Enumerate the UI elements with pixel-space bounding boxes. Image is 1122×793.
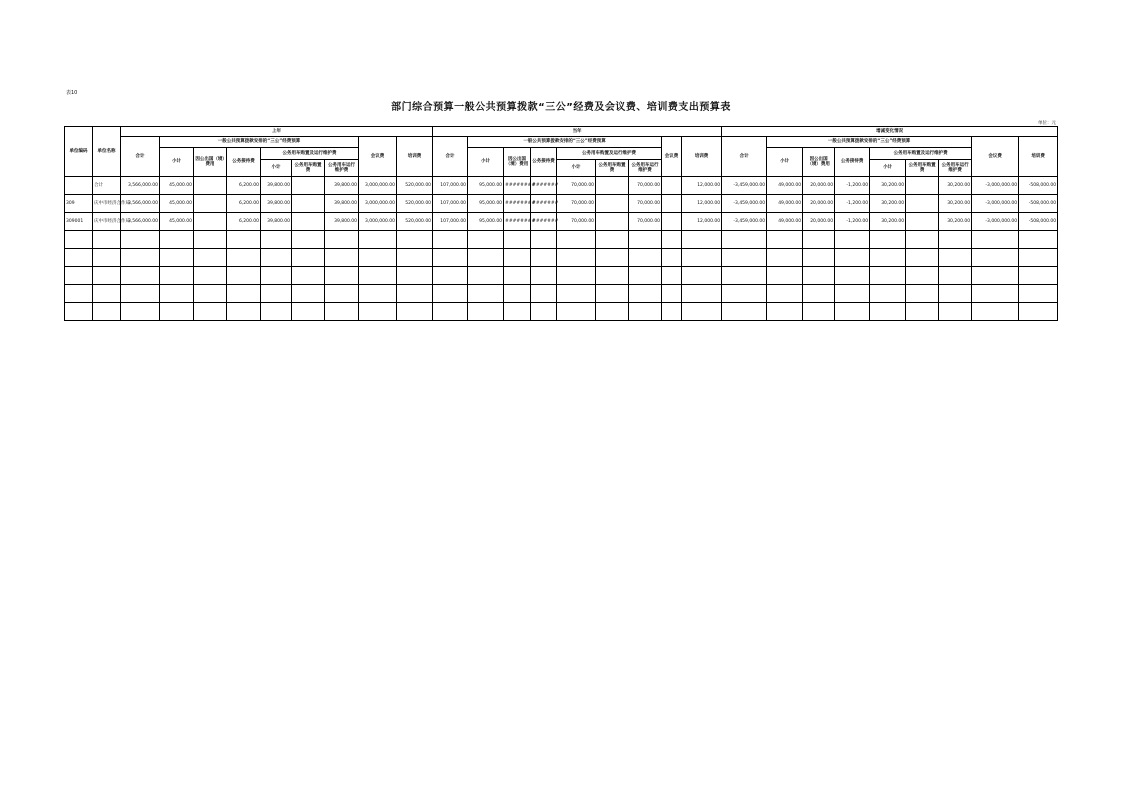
header-car-purchase: 公务用车购置费 (906, 160, 939, 177)
value-cell: 30,200.00 (870, 213, 906, 231)
empty-cell (93, 267, 121, 285)
table-body (65, 177, 1058, 321)
value-cell: 20,000.00 (803, 213, 835, 231)
header-unit-name: 单位名称 (93, 127, 121, 177)
empty-cell (433, 267, 468, 285)
value-cell: 30,200.00 (939, 195, 972, 213)
empty-cell (121, 285, 160, 303)
header-car-subtotal: 小计 (870, 160, 906, 177)
header-meeting: 会议费 (662, 137, 682, 177)
table-row (65, 177, 1058, 195)
empty-cell (194, 267, 227, 285)
header-reception: 公务接待费 (835, 148, 870, 177)
value-cell: 6,200.00 (227, 195, 261, 213)
empty-cell (596, 267, 629, 285)
value-cell: 107,000.00 (433, 195, 468, 213)
empty-cell (972, 285, 1019, 303)
empty-cell (121, 267, 160, 285)
header-subtotal: 小计 (160, 148, 194, 177)
empty-cell (835, 249, 870, 267)
header-abroad: 因公出国（境）费用 (803, 148, 835, 177)
empty-cell (629, 285, 662, 303)
empty-cell (939, 285, 972, 303)
empty-cell (682, 267, 722, 285)
value-cell: 39,800.00 (325, 213, 359, 231)
empty-cell (835, 267, 870, 285)
empty-cell (939, 231, 972, 249)
empty-cell (870, 249, 906, 267)
empty-cell (504, 231, 531, 249)
empty-cell (160, 231, 194, 249)
value-cell: 70,000.00 (629, 177, 662, 195)
empty-cell (972, 231, 1019, 249)
value-cell: 3,566,000.00 (121, 213, 160, 231)
empty-cell (722, 249, 767, 267)
empty-cell (397, 303, 433, 321)
empty-cell (227, 231, 261, 249)
empty-cell (906, 231, 939, 249)
empty-cell (629, 303, 662, 321)
empty-cell (870, 285, 906, 303)
unit-code-cell (65, 177, 93, 195)
value-cell (292, 177, 325, 195)
header-training: 培训费 (682, 137, 722, 177)
table-number: 表10 (66, 90, 78, 96)
value-cell (194, 213, 227, 231)
header-car-operation: 公务用车运行维护费 (629, 160, 662, 177)
value-cell (596, 213, 629, 231)
header-car-group: 公务用车购置及运行维护费 (557, 148, 662, 160)
empty-cell (906, 285, 939, 303)
empty-cell (397, 267, 433, 285)
header-car-purchase: 公务用车购置费 (292, 160, 325, 177)
value-cell: 45,000.00 (160, 213, 194, 231)
empty-cell (722, 303, 767, 321)
empty-cell (359, 267, 397, 285)
empty-cell (65, 249, 93, 267)
empty-cell (261, 303, 292, 321)
empty-cell (433, 249, 468, 267)
empty-cell (939, 303, 972, 321)
empty-row (65, 285, 1058, 303)
empty-cell (397, 285, 433, 303)
empty-cell (531, 231, 557, 249)
header-car-group: 公务用车购置及运行维护费 (870, 148, 972, 160)
value-cell: 12,000.00 (682, 177, 722, 195)
empty-cell (468, 267, 504, 285)
header-meeting: 会议费 (972, 137, 1019, 177)
value-cell: -1,200.00 (835, 177, 870, 195)
empty-cell (629, 231, 662, 249)
empty-cell (359, 249, 397, 267)
empty-cell (292, 249, 325, 267)
value-cell: 39,800.00 (325, 177, 359, 195)
empty-cell (160, 249, 194, 267)
value-cell (662, 213, 682, 231)
empty-cell (767, 249, 803, 267)
value-cell: -3,459,000.00 (722, 195, 767, 213)
empty-cell (121, 231, 160, 249)
empty-cell (194, 249, 227, 267)
value-cell: -3,000,000.00 (972, 213, 1019, 231)
value-cell (596, 195, 629, 213)
value-cell (194, 177, 227, 195)
value-cell: 6,200.00 (227, 177, 261, 195)
header-sangong-group: 一般公共预算拨款安排的“三公”经费预算 (160, 137, 359, 148)
empty-row (65, 249, 1058, 267)
header-abroad: 因公出国（境）费用 (504, 148, 531, 177)
empty-cell (767, 303, 803, 321)
value-cell: -3,459,000.00 (722, 213, 767, 231)
value-cell: ######## (504, 195, 531, 213)
header-training: 培训费 (397, 137, 433, 177)
header-unit-code: 单位编码 (65, 127, 93, 177)
empty-cell (359, 303, 397, 321)
empty-cell (292, 231, 325, 249)
empty-cell (227, 285, 261, 303)
value-cell: -508,000.00 (1019, 177, 1058, 195)
empty-cell (972, 303, 1019, 321)
empty-cell (722, 267, 767, 285)
empty-cell (870, 303, 906, 321)
value-cell: -1,200.00 (835, 213, 870, 231)
empty-cell (722, 231, 767, 249)
empty-cell (397, 231, 433, 249)
empty-cell (468, 285, 504, 303)
empty-cell (1019, 231, 1058, 249)
empty-cell (662, 231, 682, 249)
value-cell: 70,000.00 (557, 213, 596, 231)
empty-cell (662, 303, 682, 321)
value-cell (906, 195, 939, 213)
value-cell: 3,566,000.00 (121, 195, 160, 213)
empty-row (65, 303, 1058, 321)
empty-cell (468, 249, 504, 267)
empty-cell (194, 303, 227, 321)
value-cell: -3,000,000.00 (972, 195, 1019, 213)
empty-cell (596, 285, 629, 303)
empty-cell (972, 267, 1019, 285)
value-cell: 520,000.00 (397, 213, 433, 231)
value-cell: 30,200.00 (939, 177, 972, 195)
empty-cell (292, 267, 325, 285)
value-cell: ####### (531, 213, 557, 231)
empty-cell (325, 231, 359, 249)
empty-cell (160, 303, 194, 321)
empty-cell (906, 267, 939, 285)
empty-cell (194, 285, 227, 303)
header-car-subtotal: 小计 (557, 160, 596, 177)
unit-name-cell: 合计 (93, 177, 121, 195)
empty-cell (325, 267, 359, 285)
header-car-group: 公务用车购置及运行维护费 (261, 148, 359, 160)
empty-cell (261, 267, 292, 285)
value-cell (906, 177, 939, 195)
empty-cell (906, 303, 939, 321)
header-training: 培训费 (1019, 137, 1058, 177)
empty-cell (835, 285, 870, 303)
value-cell: ####### (531, 177, 557, 195)
empty-cell (531, 267, 557, 285)
empty-cell (65, 303, 93, 321)
empty-cell (261, 285, 292, 303)
value-cell: 70,000.00 (557, 177, 596, 195)
empty-cell (906, 249, 939, 267)
empty-cell (93, 285, 121, 303)
empty-cell (397, 249, 433, 267)
value-cell: 30,200.00 (870, 177, 906, 195)
value-cell: 107,000.00 (433, 213, 468, 231)
empty-cell (468, 231, 504, 249)
empty-cell (682, 285, 722, 303)
unit-code-cell: 309001 (65, 213, 93, 231)
table-header (65, 127, 1058, 177)
value-cell: 3,000,000.00 (359, 195, 397, 213)
value-cell: 30,200.00 (939, 213, 972, 231)
header-total: 合计 (722, 137, 767, 177)
empty-cell (1019, 267, 1058, 285)
empty-cell (557, 267, 596, 285)
empty-cell (557, 249, 596, 267)
empty-cell (939, 267, 972, 285)
empty-cell (662, 285, 682, 303)
value-cell: 3,566,000.00 (121, 177, 160, 195)
empty-cell (682, 231, 722, 249)
empty-row (65, 231, 1058, 249)
empty-cell (662, 267, 682, 285)
empty-cell (803, 285, 835, 303)
empty-cell (121, 249, 160, 267)
value-cell: ######## (504, 177, 531, 195)
empty-cell (835, 231, 870, 249)
empty-cell (121, 303, 160, 321)
value-cell: 520,000.00 (397, 177, 433, 195)
empty-cell (767, 267, 803, 285)
value-cell (906, 213, 939, 231)
value-cell: 20,000.00 (803, 195, 835, 213)
value-cell: 39,800.00 (261, 177, 292, 195)
table-row (65, 195, 1058, 213)
value-cell (662, 195, 682, 213)
empty-cell (682, 303, 722, 321)
empty-cell (835, 303, 870, 321)
empty-cell (227, 303, 261, 321)
empty-cell (722, 285, 767, 303)
empty-cell (504, 267, 531, 285)
empty-cell (803, 231, 835, 249)
empty-cell (531, 285, 557, 303)
value-cell: 3,000,000.00 (359, 213, 397, 231)
value-cell: 45,000.00 (160, 177, 194, 195)
empty-cell (468, 303, 504, 321)
unit-code-cell: 309 (65, 195, 93, 213)
value-cell: 39,800.00 (261, 195, 292, 213)
empty-cell (531, 249, 557, 267)
header-total: 合计 (433, 137, 468, 177)
empty-cell (531, 303, 557, 321)
table-row (65, 213, 1058, 231)
header-car-operation: 公务用车运行维护费 (325, 160, 359, 177)
empty-cell (194, 231, 227, 249)
empty-cell (972, 249, 1019, 267)
value-cell: 95,000.00 (468, 213, 504, 231)
empty-cell (227, 267, 261, 285)
empty-cell (596, 249, 629, 267)
empty-cell (1019, 303, 1058, 321)
header-car-subtotal: 小计 (261, 160, 292, 177)
unit-label: 单位：元 (1038, 121, 1056, 126)
empty-cell (803, 267, 835, 285)
empty-cell (359, 231, 397, 249)
empty-cell (803, 249, 835, 267)
empty-cell (504, 285, 531, 303)
empty-cell (93, 249, 121, 267)
empty-row (65, 267, 1058, 285)
empty-cell (1019, 285, 1058, 303)
empty-cell (93, 303, 121, 321)
value-cell: 70,000.00 (629, 195, 662, 213)
empty-cell (93, 231, 121, 249)
empty-cell (682, 249, 722, 267)
empty-cell (767, 285, 803, 303)
empty-cell (433, 231, 468, 249)
header-subtotal: 小计 (767, 148, 803, 177)
unit-name-cell: 庆中市经济合作局 (93, 213, 121, 231)
value-cell: 95,000.00 (468, 177, 504, 195)
value-cell (292, 195, 325, 213)
header-period-current: 当年 (433, 127, 722, 137)
header-subtotal: 小计 (468, 148, 504, 177)
header-car-operation: 公务用车运行维护费 (939, 160, 972, 177)
empty-cell (261, 249, 292, 267)
value-cell: 3,000,000.00 (359, 177, 397, 195)
empty-cell (803, 303, 835, 321)
value-cell: 49,000.00 (767, 213, 803, 231)
value-cell (596, 177, 629, 195)
header-period-change: 增减变化情况 (722, 127, 1058, 137)
value-cell: 30,200.00 (870, 195, 906, 213)
empty-cell (160, 285, 194, 303)
empty-cell (1019, 249, 1058, 267)
empty-cell (557, 285, 596, 303)
value-cell: 95,000.00 (468, 195, 504, 213)
value-cell: 12,000.00 (682, 213, 722, 231)
empty-cell (504, 249, 531, 267)
value-cell (194, 195, 227, 213)
header-reception: 公务接待费 (531, 148, 557, 177)
header-sangong-group: 一般公共预算拨款安排的“三公”经费预算 (767, 137, 972, 148)
value-cell: ####### (531, 195, 557, 213)
empty-cell (662, 249, 682, 267)
value-cell: 39,800.00 (261, 213, 292, 231)
value-cell: 6,200.00 (227, 213, 261, 231)
value-cell: -508,000.00 (1019, 213, 1058, 231)
empty-cell (359, 285, 397, 303)
page-title: 部门综合预算一般公共预算拨款“三公”经费及会议费、培训费支出预算表 (391, 102, 731, 113)
budget-table (64, 126, 1058, 321)
empty-cell (325, 285, 359, 303)
empty-cell (557, 231, 596, 249)
value-cell: -3,459,000.00 (722, 177, 767, 195)
header-abroad: 因公出国（境）费用 (194, 148, 227, 177)
header-car-purchase: 公务用车购置费 (596, 160, 629, 177)
header-reception: 公务接待费 (227, 148, 261, 177)
header-total: 合计 (121, 137, 160, 177)
empty-cell (870, 267, 906, 285)
unit-name-cell: 庆中市经济合作局 (93, 195, 121, 213)
empty-cell (261, 231, 292, 249)
empty-cell (504, 303, 531, 321)
value-cell: 70,000.00 (629, 213, 662, 231)
empty-cell (629, 249, 662, 267)
value-cell (292, 213, 325, 231)
empty-cell (227, 249, 261, 267)
empty-cell (325, 249, 359, 267)
empty-cell (767, 231, 803, 249)
value-cell: 20,000.00 (803, 177, 835, 195)
value-cell: 520,000.00 (397, 195, 433, 213)
empty-cell (870, 231, 906, 249)
empty-cell (325, 303, 359, 321)
empty-cell (292, 285, 325, 303)
header-sangong-group: 一般公共预算拨款安排的“三公”经费预算 (468, 137, 662, 148)
value-cell: 70,000.00 (557, 195, 596, 213)
empty-cell (939, 249, 972, 267)
empty-cell (65, 267, 93, 285)
empty-cell (65, 231, 93, 249)
value-cell: ######## (504, 213, 531, 231)
value-cell: 107,000.00 (433, 177, 468, 195)
empty-cell (629, 267, 662, 285)
empty-cell (292, 303, 325, 321)
empty-cell (160, 267, 194, 285)
empty-cell (65, 285, 93, 303)
value-cell: 45,000.00 (160, 195, 194, 213)
value-cell (662, 177, 682, 195)
empty-cell (557, 303, 596, 321)
header-meeting: 会议费 (359, 137, 397, 177)
value-cell: -508,000.00 (1019, 195, 1058, 213)
empty-cell (433, 303, 468, 321)
value-cell: 49,000.00 (767, 195, 803, 213)
empty-cell (596, 303, 629, 321)
empty-cell (596, 231, 629, 249)
value-cell: 12,000.00 (682, 195, 722, 213)
header-period-last: 上年 (121, 127, 433, 137)
value-cell: 49,000.00 (767, 177, 803, 195)
empty-cell (433, 285, 468, 303)
value-cell: 39,800.00 (325, 195, 359, 213)
value-cell: -1,200.00 (835, 195, 870, 213)
value-cell: -3,000,000.00 (972, 177, 1019, 195)
